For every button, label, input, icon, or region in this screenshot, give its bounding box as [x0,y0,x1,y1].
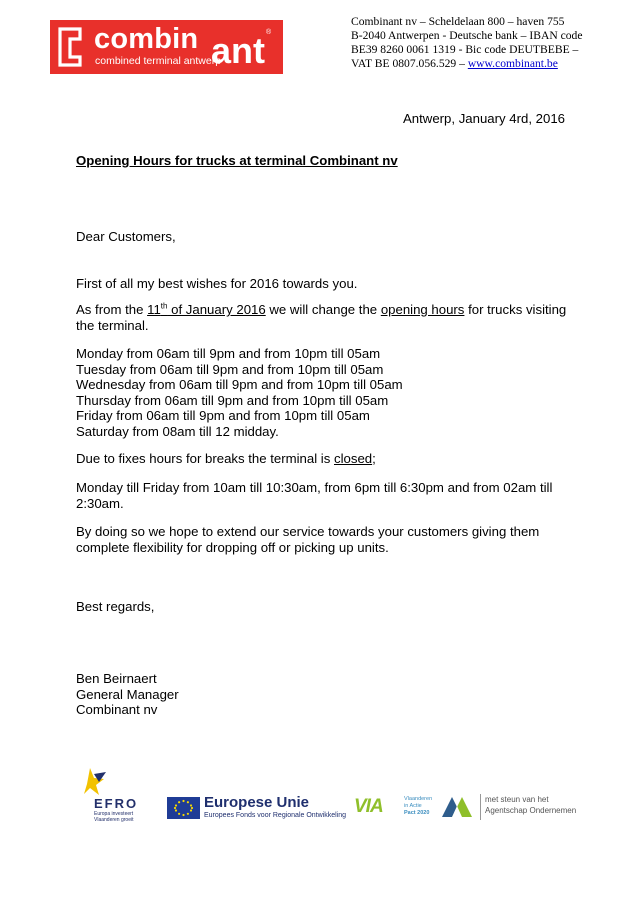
via-line-1: Vlaanderen [404,796,433,802]
change-notice-prefix: As from the [76,302,148,317]
schedule-line: Monday from 06am till 9pm and from 10pm till 05am [76,346,381,361]
logo-wordmark-suffix: ant [211,30,265,71]
breaks-hours-paragraph [76,480,552,511]
salutation: Dear Customers, [76,229,176,244]
eu-subtitle: Europees Fonds voor Regionale Ontwikkeling [204,812,347,819]
website-link[interactable]: www.combinant.be [467,57,558,70]
logo-tagline: combined terminal antwerp [95,55,222,67]
eu-logo [167,794,347,822]
change-notice-middle: we will change the [265,302,381,317]
combinant-logo [50,20,283,74]
footer-logos [78,768,578,828]
signature-block [76,671,179,718]
letter-date: Antwerp, January 4rd, 2016 [403,111,566,126]
regards: Best regards, [76,599,155,614]
letter-subject: Opening Hours for trucks at terminal Combinant nv [76,153,398,168]
combinant-c-mark-icon [58,27,82,67]
eu-flag-icon [167,797,200,819]
change-notice-line2: the terminal. [76,317,149,333]
address-line: Combinant nv – Scheldelaan 800 – haven 755 [351,15,565,28]
change-notice-paragraph [76,302,566,333]
wishes-paragraph: First of all my best wishes for 2016 towards you. [76,276,358,291]
vat-line [351,57,583,71]
via-line-2: in Actie [404,803,422,809]
opening-hours-term: opening hours [380,302,465,317]
closing-paragraph [76,524,539,555]
breaks-notice: Due to fixes hours for breaks the terminal is closed; [76,451,376,466]
efro-tagline-2: Vlaanderen groeit [94,817,134,823]
vat-number: VAT BE 0807.056.529 – [351,57,468,70]
schedule-line: Wednesday from 06am till 9pm and from 10pm till 05am [76,377,403,393]
via-wordmark: VIA [354,796,383,817]
efro-tagline-1: Europa investeert [94,811,134,817]
via-logo [354,796,434,822]
signatory-name: Ben Beirnaert [76,671,157,686]
schedule-line: Saturday from 08am till 12 midday. [76,423,279,439]
efro-wordmark: EFRO [94,796,139,811]
schedule-line: Tuesday from 06am till 9pm and from 10pm till 05am [76,361,384,377]
schedule-line: Thursday from 06am till 9pm and from 10pm till 05am [76,392,389,408]
closing-line: By doing so we hope to extend our service towards your customers giving them [76,524,540,539]
via-line-3: Pact 2020 [404,810,430,816]
company-address [351,15,583,71]
agentschap-triangle-icon [442,796,476,818]
efro-star-icon [84,768,110,796]
agentschap-divider [480,794,481,820]
agentschap-line-2: Agentschap Ondernemen [485,806,577,815]
address-line: BE39 8260 0061 1319 - Bic code DEUTBEBE – [351,43,579,56]
breaks-line: 2:30am. [76,495,124,511]
efro-logo [78,768,148,826]
agentschap-logo [442,794,582,822]
closing-line: complete flexibility for dropping off or picking up units. [76,539,389,555]
registered-mark: ® [266,29,272,36]
signatory-company: Combinant nv [76,702,158,718]
schedule-line: Friday from 06am till 9pm and from 10pm till 05am [76,408,370,424]
eu-title: Europese Unie [204,794,310,811]
breaks-line: Monday till Friday from 10am till 10:30am, from 6pm till 6:30pm and from 02am till [76,480,553,495]
address-line: B-2040 Antwerpen - Deutsche bank – IBAN code [351,29,583,42]
logo-wordmark: combin [94,23,199,55]
opening-schedule [76,346,403,440]
effective-date: 11th of January 2016 [147,301,266,317]
agentschap-line-1: met steun van het [485,795,549,804]
signatory-title: General Manager [76,686,179,702]
change-notice-suffix: for trucks visiting [464,302,567,317]
closed-term: closed [334,451,373,466]
